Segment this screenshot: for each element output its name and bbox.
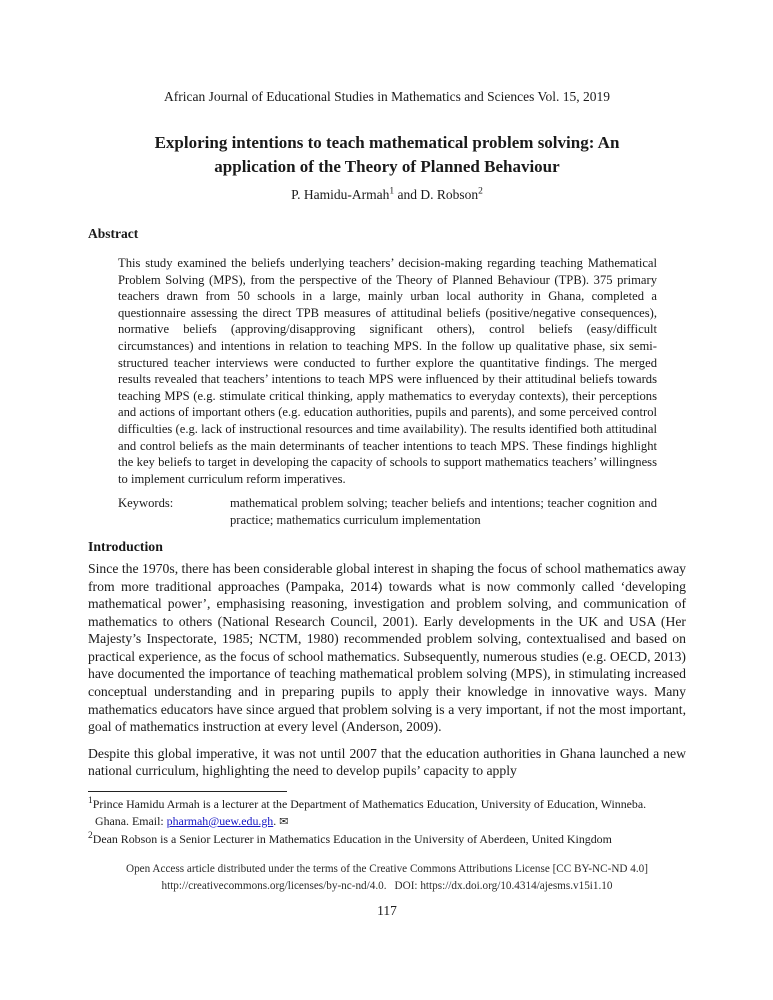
license-line: Open Access article distributed under the terms of the Creative Commons Attributions License [CC BY-NC-ND 4.0]	[126, 863, 648, 876]
journal-header: African Journal of Educational Studies in Mathematics and Sciences Vol. 15, 2019	[163, 89, 611, 104]
license-footer	[88, 861, 686, 894]
license-links-line	[88, 878, 686, 895]
footnote-1-superscript: 1	[88, 796, 93, 807]
introduction-paragraph-1: Since the 1970s, there has been considerable global interest in shaping the focus of school mathematics away from more traditional approaches (Pampaka, 2014) towards what is now commonly called ‘developing mathematical power’, emphasising reasoning, investigation and problem solving, and communication of mathematics to others (National Research Council, 2001). Early developments in the UK and USA (Her Majesty’s Inspectorate, 1985; NCTM, 1980) recommended problem solving, contextualised and based on practical experience, as the focus of school mathematics. Subsequently, numerous studies (e.g. OECD, 2013) have documented the importance of teaching mathematical problem solving (MPS), in stimulating increased conceptual understanding and in preparing pupils to apply their knowledge in innovative ways. Many mathematics educators have since argued that problem solving is a very important, if not the most important, goal of mathematics instruction at every level (Anderson, 2009).	[88, 560, 686, 735]
author-1-name: P. Hamidu-Armah	[291, 187, 390, 202]
abstract-body: This study examined the beliefs underlying teachers’ decision-making regarding teaching Mathematical Problem Solving (MPS), from the perspective of the Theory of Planned Behaviour (TPB). 375 primary teachers drawn from 50 schools in a large, mainly urban local authority in Ghana, completed a questionnaire assessing the direct TPB measures of attitudinal beliefs (positive/negative consequences), normative beliefs (approving/disapproving significant others), control beliefs (easy/difficult circumstances) and intentions in relation to teaching MPS. In the follow up qualitative phase, six semi-structured teacher interviews were conducted to further explore the quantitative findings. The merged results revealed that teachers’ intentions to teach MPS were influenced by their attitudinal beliefs towards teaching MPS (e.g. stimulate critical thinking, apply mathematics to everyday contexts), their perceptions and actions of important others (e.g. education authorities, pupils and parents), and some perceived control difficulties (e.g. lack of instructional resources and time availability). The results identified both attitudinal and control beliefs as the main determinants of teacher intentions to teach MPS. These findings highlight the key beliefs to target in developing the capacity of schools to support mathematics teachers’ willingness to implement curriculum reform imperatives.	[118, 256, 657, 486]
author-1-superscript: 1	[389, 186, 395, 197]
keywords-block	[118, 495, 657, 529]
footnote-1	[88, 796, 660, 831]
author-email-link[interactable]: pharmah@uew.edu.gh	[166, 813, 274, 828]
footnote-1-text-after-email: .	[273, 813, 280, 828]
footnote-1-text: Prince Hamidu Armah is a lecturer at the Department of Mathematics Education, University of Education, Winneba. Ghana. Email:	[92, 797, 647, 828]
paper-title-line-2: application of the Theory of Planned Behaviour	[214, 157, 560, 176]
footnotes-block	[88, 796, 660, 847]
footnote-2-text: Dean Robson is a Senior Lecturer in Mathematics Education in the University of Aberdeen, United Kingdom	[92, 831, 612, 846]
author-2-superscript: 2	[478, 186, 483, 197]
paper-title	[88, 131, 686, 179]
introduction-paragraph-2: Despite this global imperative, it was not until 2007 that the education authorities in Ghana launched a new national curriculum, highlighting the need to develop pupils’ capacity to apply	[88, 745, 686, 779]
footnote-separator-rule	[88, 791, 287, 792]
footnote-2-superscript: 2	[88, 830, 93, 841]
creative-commons-url: http://creativecommons.org/licenses/by-nc-nd/4.0.	[161, 879, 387, 892]
doi-text: DOI: https://dx.doi.org/10.4314/ajesms.v15i1.10	[394, 879, 613, 892]
keywords-label: Keywords:	[118, 496, 174, 511]
abstract-heading: Abstract	[88, 226, 139, 241]
author-2-name: D. Robson	[420, 187, 479, 202]
page-number: 117	[377, 903, 397, 919]
authors-line	[88, 186, 686, 204]
paper-title-line-1: Exploring intentions to teach mathematical problem solving: An	[154, 133, 620, 152]
authors-connector: and	[394, 187, 421, 202]
keywords-text: mathematical problem solving; teacher beliefs and intentions; teacher cognition and practice; mathematics curriculum implementation	[230, 496, 657, 528]
footnote-2	[88, 831, 660, 848]
introduction-heading: Introduction	[88, 538, 163, 554]
envelope-icon[interactable]: ✉	[279, 814, 289, 828]
